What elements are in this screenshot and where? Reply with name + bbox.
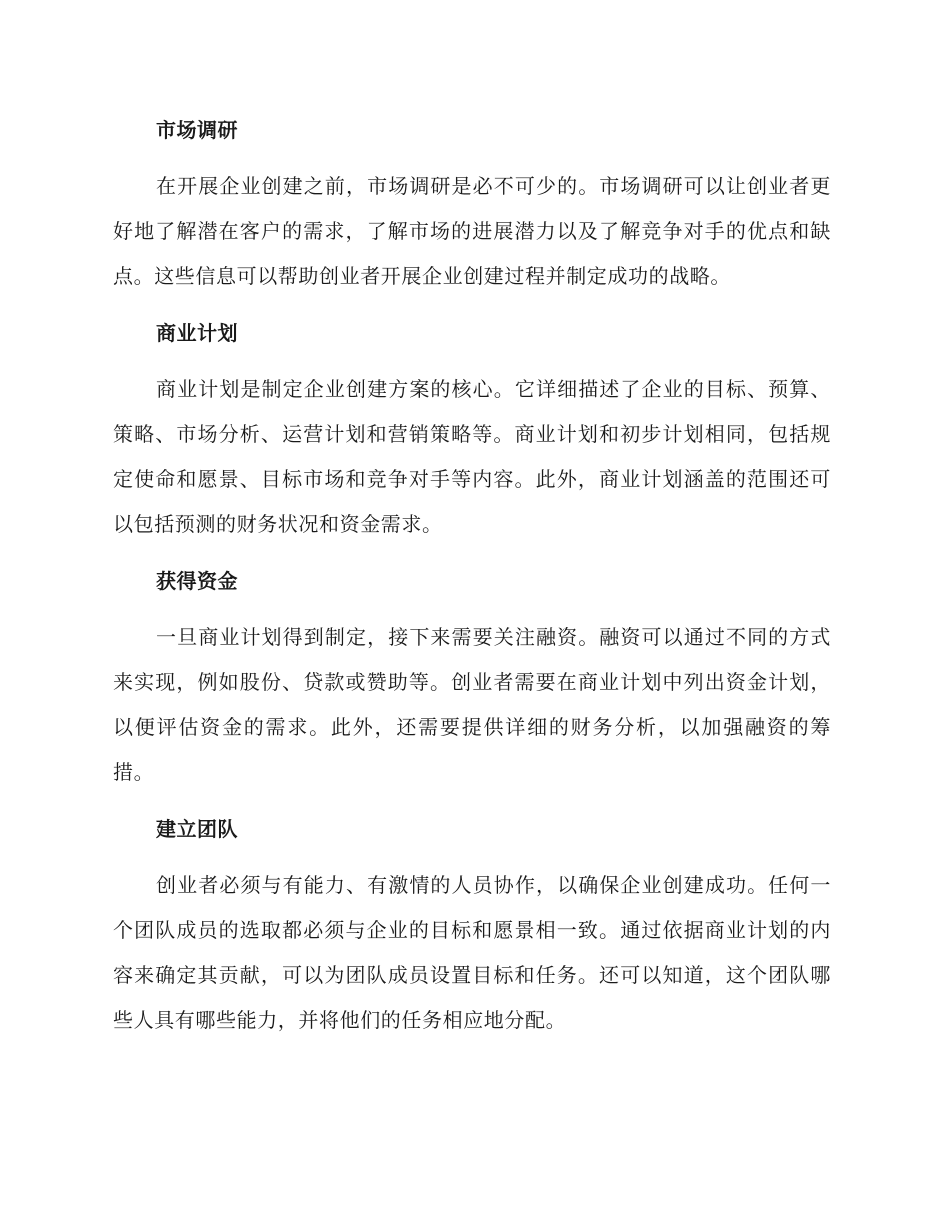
section-paragraph: 商业计划是制定企业创建方案的核心。它详细描述了企业的目标、预算、策略、市场分析、运营计划和营销策略等。商业计划和初步计划相同，包括规定使命和愿景、目标市场和竞争对手等内容。此外，商业计划涵盖的范围还可以包括预测的财务状况和资金需求。 — [113, 377, 831, 536]
section-heading: 商业计划 — [156, 321, 238, 345]
section-paragraph: 在开展企业创建之前，市场调研是必不可少的。市场调研可以让创业者更好地了解潜在客户的需求，了解市场的进展潜力以及了解竞争对手的优点和缺点。这些信息可以帮助创业者开展企业创建过程并制定成功的战略。 — [113, 174, 831, 288]
section-heading: 建立团队 — [156, 817, 238, 841]
section-heading: 获得资金 — [156, 569, 238, 593]
section-heading: 市场调研 — [156, 118, 238, 142]
section-funding — [113, 563, 831, 795]
document-body — [113, 112, 831, 1059]
section-market-research — [113, 112, 831, 299]
section-paragraph: 一旦商业计划得到制定，接下来需要关注融资。融资可以通过不同的方式来实现，例如股份、贷款或赞助等。创业者需要在商业计划中列出资金计划，以便评估资金的需求。此外，还需要提供详细的财务分析，以加强融资的筹措。 — [113, 625, 831, 784]
section-paragraph: 创业者必须与有能力、有激情的人员协作，以确保企业创建成功。任何一个团队成员的选取都必须与企业的目标和愿景相一致。通过依据商业计划的内容来确定其贡献，可以为团队成员设置目标和任务。还可以知道，这个团队哪些人具有哪些能力，并将他们的任务相应地分配。 — [113, 873, 831, 1032]
section-business-plan — [113, 315, 831, 547]
section-team — [113, 811, 831, 1043]
